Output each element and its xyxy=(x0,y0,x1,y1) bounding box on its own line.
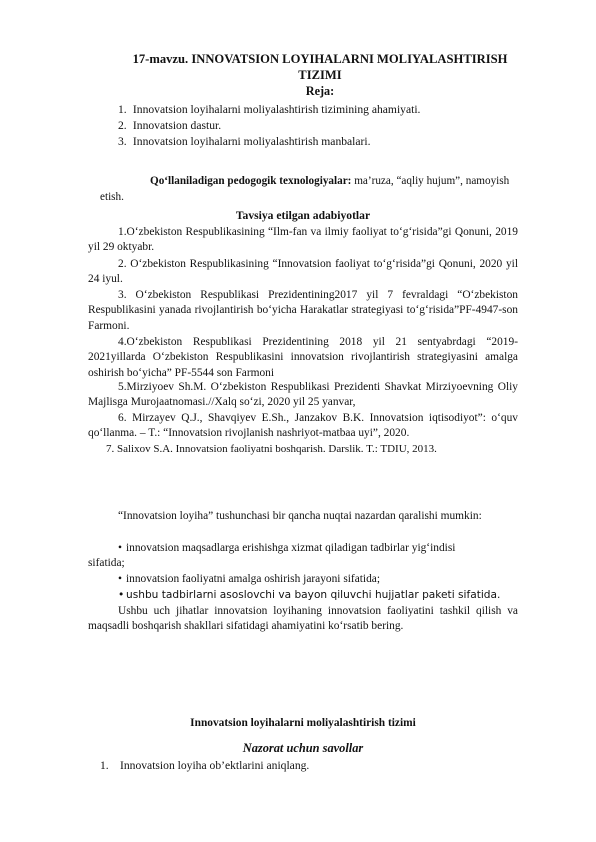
section-heading: Innovatsion loyihalarni moliyalashtirish tizimi xyxy=(190,717,416,729)
reference-item: 2. O‘zbekiston Respublikasining “Innovatsion faoliyat to‘g‘risida”gi Qonuni, 2020 yil 24 iyul. xyxy=(88,258,518,286)
reference-item: 1.O‘zbekiston Respublikasining “Ilm-fan va ilmiy faoliyat to‘g‘risida”gi Qonuni, 2019 yil 29 oktyabr. xyxy=(88,226,518,254)
conclusion-paragraph: Ushbu uch jihatlar innovatsion loyihaning innovatsion faoliyatini tashkil qilish va maqsadli boshqarish shakllari sifatidagi ahamiyatini ko‘rsatib bering. xyxy=(88,605,518,633)
reference-item: 3. O‘zbekiston Respublikasi Prezidentining2017 yil 7 fevraldagi “O‘zbekiston Respublikasini yanada rivojlantirish bo‘yicha Harakatlar strategiyasi to‘g‘risida”PF-4947-son Farmoni. xyxy=(88,289,518,332)
bullet-item: • innovatsion faoliyatni amalga oshirish jarayoni sifatida; xyxy=(118,572,518,587)
pedagogical-tech-text: ma’ruza, “aqliy hujum”, namoyish xyxy=(351,175,510,187)
reference-item: 4.O‘zbekiston Respublikasi Prezidentining 2018 yil 21 sentyabrdagi “2019-2021yillarda O‘zbekiston Respublikasini innovatsion rivojlantirish strategiyasini amalga oshirish bo‘yicha” PF-5544 son Farmoni xyxy=(88,336,518,379)
plan-item: 1. Innovatsion loyihalarni moliyalashtirish tizimining ahamiyati. xyxy=(118,103,421,116)
control-questions-heading: Nazorat uchun savollar xyxy=(242,741,364,755)
topic-title-line2: TIZIMI xyxy=(298,68,342,82)
references-heading: Tavsiya etilgan adabiyotlar xyxy=(235,209,371,222)
reference-item: 6. Mirzayev Q.J., Shavqiyev E.Sh., Janzakov B.K. Innovatsion iqtisodiyot”: o‘quv qo‘llanma. – T.: “Innovatsion rivojlanish nashriyot-matbaa uyi”, 2020. xyxy=(88,412,518,440)
bullet-icon: • xyxy=(118,573,122,585)
pedagogical-tech-cont: etish. xyxy=(100,191,124,203)
reference-item: 5.Mirziyoev Sh.M. O‘zbekiston Respublikasi Prezidenti Shavkat Mirziyoevning Oliy Majlisga Murojaatnomasi.//Xalq so‘zi, 2020 yil 25 yanvar, xyxy=(88,381,518,409)
bullet-item: • ushbu tadbirlarni asoslovchi va bayon qiluvchi hujjatlar paketi sifatida. xyxy=(118,588,518,603)
plan-item: 2. Innovatsion dastur. xyxy=(118,119,222,132)
topic-title xyxy=(110,51,530,83)
plan-heading: Reja: xyxy=(305,84,335,98)
control-question-item: 1. Innovatsion loyiha ob’ektlarini aniqlang. xyxy=(100,759,310,772)
reference-item: 7. Salixov S.A. Innovatsion faoliyatni boshqarish. Darslik. T.: TDIU, 2013. xyxy=(106,443,437,455)
pedagogical-tech xyxy=(150,174,509,189)
pedagogical-tech-label: Qo‘llaniladigan pedogogik texnologiyalar: xyxy=(150,175,352,187)
bullet-item: • innovatsion maqsadlarga erishishga xizmat qiladigan tadbirlar yig‘indisi xyxy=(118,541,518,556)
bullet-icon: • xyxy=(118,589,125,601)
topic-title-line1: 17-mavzu. INNOVATSION LOYIHALARNI MOLIYALASHTIRISH xyxy=(132,52,508,66)
bullet-item-cont: sifatida; xyxy=(88,557,125,569)
bullet-icon: • xyxy=(118,542,122,554)
intro-paragraph: “Innovatsion loyiha” tushunchasi bir qancha nuqtai nazardan qaralishi mumkin: xyxy=(118,510,482,522)
plan-item: 3. Innovatsion loyihalarni moliyalashtirish manbalari. xyxy=(118,135,371,148)
